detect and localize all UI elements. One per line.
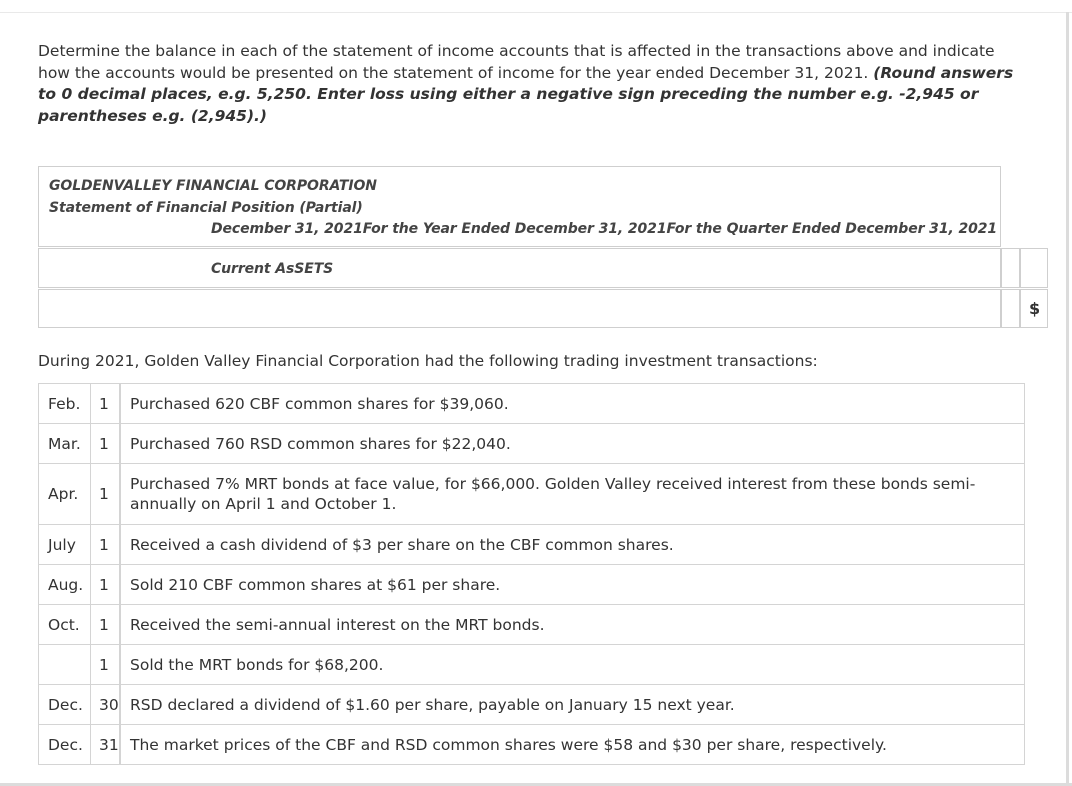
day-cell: 1 <box>91 384 120 424</box>
description-cell: The market prices of the CBF and RSD common shares were $58 and $30 per share, respectively. <box>121 725 1025 765</box>
statement-date-dropdown[interactable]: December 31, 2021For the Year Ended December 31, 2021For the Quarter Ended December 31, 2021 <box>211 221 998 237</box>
month-cell: July <box>39 525 91 565</box>
company-name: GOLDENVALLEY FINANCIAL CORPORATION <box>49 178 377 194</box>
description-cell: Sold the MRT bonds for $68,200. <box>121 645 1025 685</box>
amount-cell-left <box>1001 289 1020 328</box>
table-row <box>39 525 1025 565</box>
right-scrollbar-edge <box>1066 12 1069 786</box>
table-row <box>39 384 1025 424</box>
day-cell: 1 <box>91 525 120 565</box>
day-cell: 1 <box>91 424 120 464</box>
description-cell: Sold 210 CBF common shares at $61 per share. <box>121 565 1025 605</box>
description-cell: Purchased 7% MRT bonds at face value, for $66,000. Golden Valley received interest from these bonds semi-annually on April 1 and October 1. <box>121 464 1025 525</box>
instructions-text: Determine the balance in each of the statement of income accounts that is affected in the transactions above and indicate how the accounts would be presented on the statement of income for the year ended December 31, 2021. <box>38 42 995 82</box>
table-row <box>39 424 1025 464</box>
day-cell: 1 <box>91 645 120 685</box>
month-cell: Apr. <box>39 464 91 525</box>
question-instructions <box>38 41 1028 127</box>
currency-symbol: $ <box>1029 299 1041 318</box>
transactions-intro: During 2021, Golden Valley Financial Corporation had the following trading investment transactions: <box>38 352 818 370</box>
day-cell: 1 <box>91 605 120 645</box>
description-cell: Purchased 760 RSD common shares for $22,040. <box>121 424 1025 464</box>
month-cell: Dec. <box>39 685 91 725</box>
statement-row-account-input[interactable] <box>38 289 1001 328</box>
table-row <box>39 685 1025 725</box>
table-row <box>39 725 1025 765</box>
statement-header <box>38 166 1001 247</box>
month-cell: Dec. <box>39 725 91 765</box>
month-cell: Feb. <box>39 384 91 424</box>
statement-row-section <box>38 248 1001 288</box>
table-row <box>39 565 1025 605</box>
month-cell <box>39 645 91 685</box>
transactions-table <box>38 383 1025 765</box>
month-cell: Mar. <box>39 424 91 464</box>
amount-cell-left <box>1001 248 1020 288</box>
statement-title: Statement of Financial Position (Partial) <box>49 200 363 216</box>
description-cell: RSD declared a dividend of $1.60 per share, payable on January 15 next year. <box>121 685 1025 725</box>
instructions-rounding-note: (Round answers to 0 decimal places, e.g. 5,250. Enter loss using either a negative sign preceding the number e.g. -2,945 or parentheses e.g. (2,945).) <box>38 63 1014 125</box>
month-cell: Oct. <box>39 605 91 645</box>
top-divider <box>0 12 1072 13</box>
day-cell: 31 <box>91 725 120 765</box>
table-row <box>39 605 1025 645</box>
description-cell: Received a cash dividend of $3 per share on the CBF common shares. <box>121 525 1025 565</box>
month-cell: Aug. <box>39 565 91 605</box>
description-cell: Purchased 620 CBF common shares for $39,060. <box>121 384 1025 424</box>
table-row <box>39 464 1025 525</box>
day-cell: 1 <box>91 565 120 605</box>
section-dropdown[interactable]: Current AsSETS <box>211 261 334 277</box>
table-row <box>39 645 1025 685</box>
description-cell: Received the semi-annual interest on the MRT bonds. <box>121 605 1025 645</box>
amount-cell-right <box>1020 248 1048 288</box>
day-cell: 1 <box>91 464 120 525</box>
day-cell: 30 <box>91 685 120 725</box>
